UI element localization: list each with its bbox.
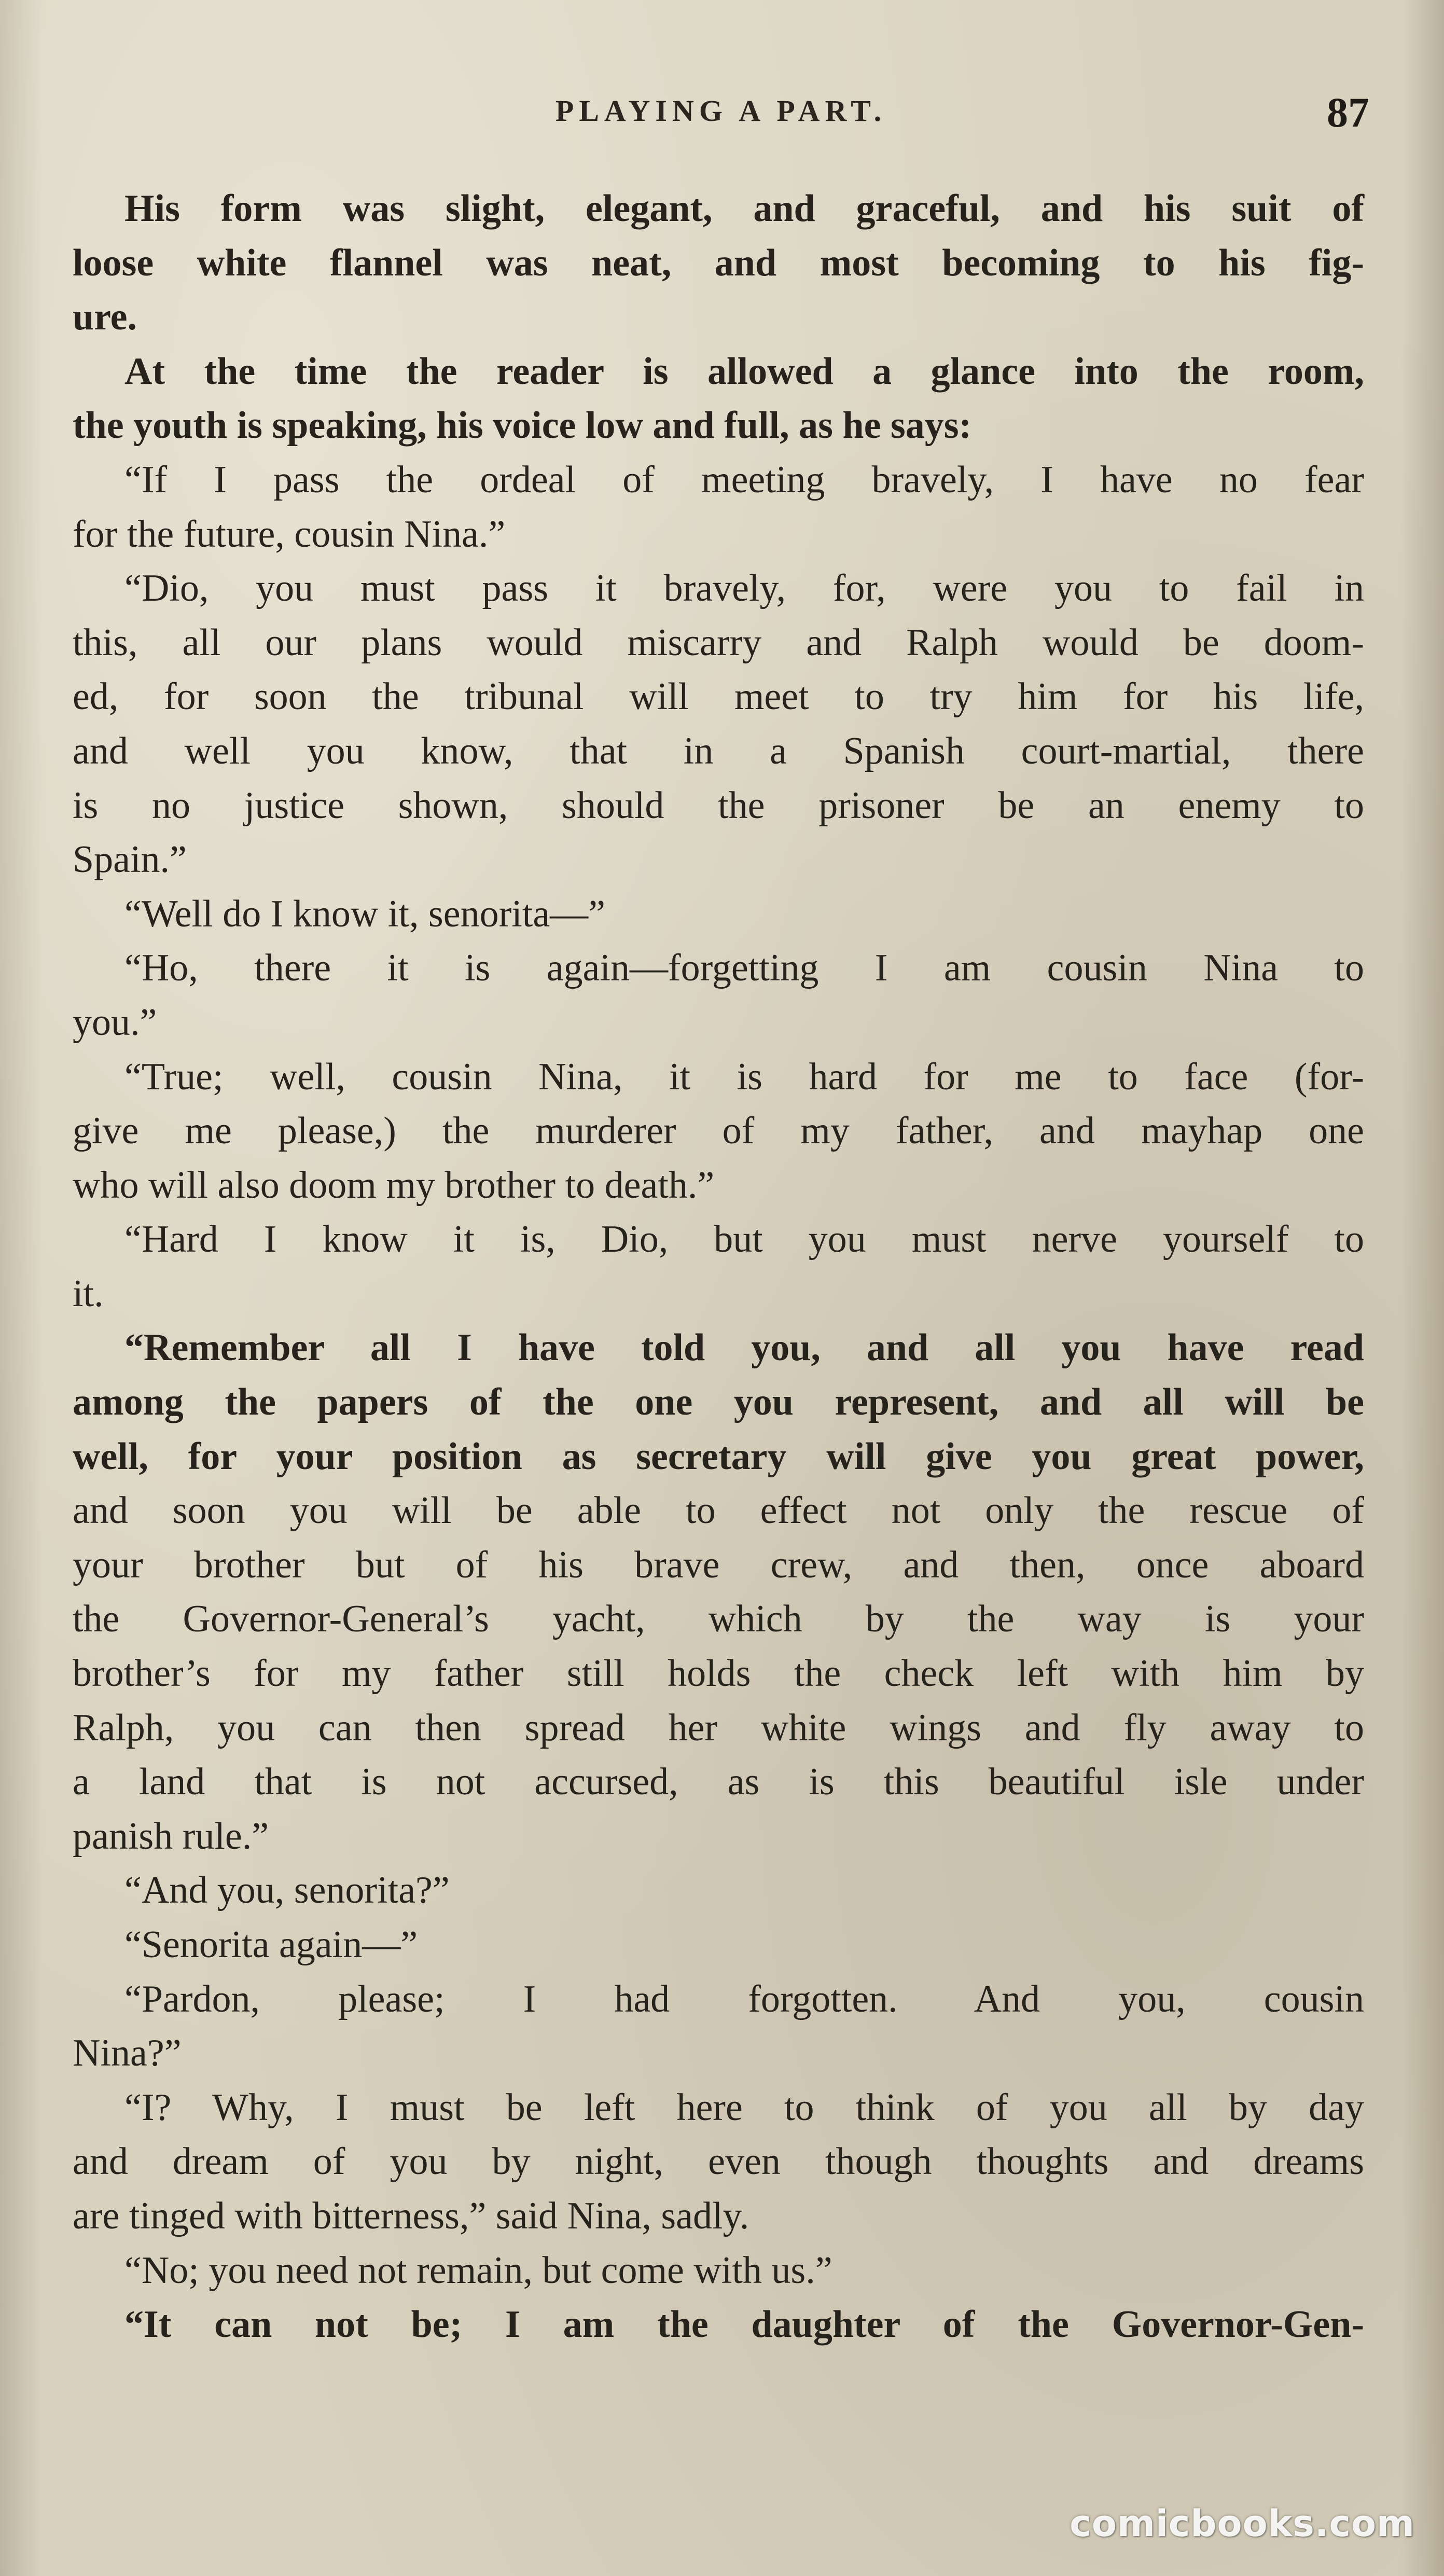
text-line: loose white flannel was neat, and most becoming to his fig-: [73, 241, 1364, 284]
text-line: a land that is not accursed, as is this beautiful isle under: [73, 1761, 1364, 1804]
text-line: ure.: [73, 296, 137, 339]
text-line: “Hard I know it is, Dio, but you must nerve yourself to: [124, 1218, 1364, 1261]
text-line: Spain.”: [73, 838, 187, 881]
text-line: and soon you will be able to effect not only the rescue of: [73, 1489, 1364, 1532]
text-line: it.: [73, 1272, 104, 1315]
text-line: “If I pass the ordeal of meeting bravely, I have no fear: [124, 458, 1364, 501]
text-line: “Senorita again—”: [124, 1923, 418, 1966]
text-line: and well you know, that in a Spanish court-martial, there: [73, 729, 1364, 772]
text-line: are tinged with bitterness,” said Nina, sadly.: [73, 2194, 749, 2237]
running-head: [73, 88, 1369, 145]
text-line: “No; you need not remain, but come with us.”: [124, 2249, 832, 2292]
text-line: “Pardon, please; I had forgotten. And you, cousin: [124, 1977, 1364, 2020]
text-line: among the papers of the one you represent, and all will be: [73, 1381, 1364, 1424]
text-line: give me please,) the murderer of my father, and mayhap one: [73, 1110, 1364, 1153]
text-line: His form was slight, elegant, and graceful, and his suit of: [124, 187, 1364, 230]
text-line: “True; well, cousin Nina, it is hard for me to face (for-: [124, 1055, 1364, 1098]
watermark: comicbooks.com: [1070, 2502, 1415, 2545]
running-title: PLAYING A PART.: [555, 94, 887, 128]
text-line: for the future, cousin Nina.”: [73, 513, 506, 556]
text-line: who will also doom my brother to death.”: [73, 1164, 715, 1207]
text-line: “Remember all I have told you, and all you have read: [124, 1326, 1364, 1369]
text-line: Nina?”: [73, 2032, 182, 2075]
text-line: the youth is speaking, his voice low and full, as he says:: [73, 404, 972, 447]
text-line: well, for your position as secretary will give you great power,: [73, 1435, 1364, 1478]
text-line: “Dio, you must pass it bravely, for, were you to fail in: [124, 567, 1364, 610]
text-line: “Ho, there it is again—forgetting I am cousin Nina to: [124, 947, 1364, 990]
text-line: “I? Why, I must be left here to think of you all by day: [124, 2086, 1364, 2129]
text-line: your brother but of his brave crew, and then, once aboard: [73, 1543, 1364, 1586]
text-line: Ralph, you can then spread her white wings and fly away to: [73, 1706, 1364, 1749]
text-line: this, all our plans would miscarry and Ralph would be doom-: [73, 621, 1364, 664]
text-line: “And you, senorita?”: [124, 1869, 450, 1912]
text-line: and dream of you by night, even though thoughts and dreams: [73, 2140, 1364, 2183]
body-text: [73, 182, 1364, 2352]
text-line: ed, for soon the tribunal will meet to try him for his life,: [73, 675, 1364, 718]
text-line: panish rule.”: [73, 1815, 269, 1858]
text-line: the Governor-General’s yacht, which by the way is your: [73, 1598, 1364, 1641]
text-line: brother’s for my father still holds the check left with him by: [73, 1652, 1364, 1695]
text-line: “It can not be; I am the daughter of the Governor-Gen-: [124, 2303, 1364, 2346]
text-line: is no justice shown, should the prisoner be an enemy to: [73, 784, 1364, 827]
text-line: “Well do I know it, senorita—”: [124, 892, 606, 935]
page-number: 87: [1327, 89, 1369, 136]
text-line: At the time the reader is allowed a glance into the room,: [124, 350, 1364, 393]
text-line: you.”: [73, 1001, 157, 1044]
